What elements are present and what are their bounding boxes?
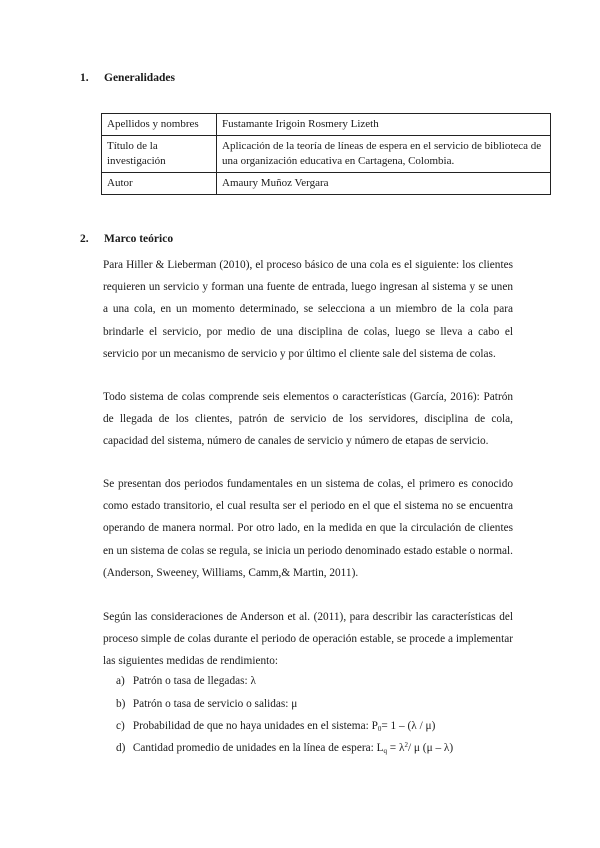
list-text: Patrón o tasa de servicio o salidas: μ <box>132 698 298 710</box>
paragraph: Para Hiller & Lieberman (2010), el proceso básico de una cola es el siguiente: los clientes requieren un servicio y forman una fuente de entrada, luego ingresan al sistema y se unen a una cola, en un momento determinado, se selecciona a un miembro de la cola para brindarle el servicio, por medio de una disciplina de colas, luego se lleva a cabo el servicio por un mecanismo de servicio y por último el cliente sale del sistema de colas. <box>103 259 513 360</box>
list-marker: b) <box>116 698 126 710</box>
list-item <box>116 696 297 712</box>
table-value-cell: Aplicación de la teoría de líneas de espera en el servicio de biblioteca de una organización educativa en Cartagena, Colombia. <box>217 136 551 173</box>
table-row <box>102 173 551 195</box>
section-number: 1. <box>80 72 89 84</box>
list-marker: c) <box>116 720 125 732</box>
list-marker: d) <box>116 742 126 754</box>
paragraph: Todo sistema de colas comprende seis elementos o características (García, 2016): Patrón de llegada de los clientes, patrón de servicio de los servidores, disciplina de cola, capacidad del sistema, número de canales de servicio y número de etapas de servicio. <box>103 391 513 448</box>
list-item <box>116 673 256 689</box>
list-text-mid: = λ <box>386 742 405 754</box>
superscript: 2 <box>404 741 408 749</box>
list-text: Probabilidad de que no haya unidades en el sistema: P <box>132 720 378 732</box>
table-row <box>102 136 551 173</box>
table-key-cell: Apellidos y nombres <box>102 114 217 136</box>
subscript: 0 <box>377 725 382 733</box>
info-table <box>101 113 551 195</box>
table-key-cell: Autor <box>102 173 217 195</box>
paragraph: Se presentan dos periodos fundamentales en un sistema de colas, el primero es conocido como estado transitorio, el cual resulta ser el periodo en el que el sistema no se encuentra operando de manera normal. Por otro lado, en la medida en que la circulación de clientes en un sistema de colas se regula, se inicia un periodo denominado estado estable o normal. (Anderson, Sweeney, Williams, Camm,& Martin, 2011). <box>103 478 513 579</box>
list-text-tail: = 1 – (λ / μ) <box>381 720 436 732</box>
table-value-cell: Amaury Muñoz Vergara <box>217 173 551 195</box>
paragraph: Según las consideraciones de Anderson et al. (2011), para describir las características del proceso simple de colas durante el periodo de operación estable, se procede a implementar las siguientes medidas de rendimiento: <box>103 611 513 668</box>
list-marker: a) <box>116 675 125 687</box>
list-text: Patrón o tasa de llegadas: λ <box>132 675 256 687</box>
section-heading-marco-teorico <box>80 233 173 245</box>
section-heading-generalidades <box>80 72 175 84</box>
table-row <box>102 114 551 136</box>
section-number: 2. <box>80 233 89 245</box>
list-text: Cantidad promedio de unidades en la línea de espera: L <box>132 742 384 754</box>
section-title: Marco teórico <box>104 233 174 245</box>
table-key-cell: Título de la investigación <box>102 136 217 173</box>
list-item <box>116 740 453 756</box>
list-item <box>116 718 435 734</box>
section-title: Generalidades <box>104 72 175 84</box>
list-text-tail: / μ (μ – λ) <box>407 742 454 754</box>
table-value-cell: Fustamante Irigoin Rosmery Lizeth <box>217 114 551 136</box>
subscript: q <box>383 747 387 755</box>
